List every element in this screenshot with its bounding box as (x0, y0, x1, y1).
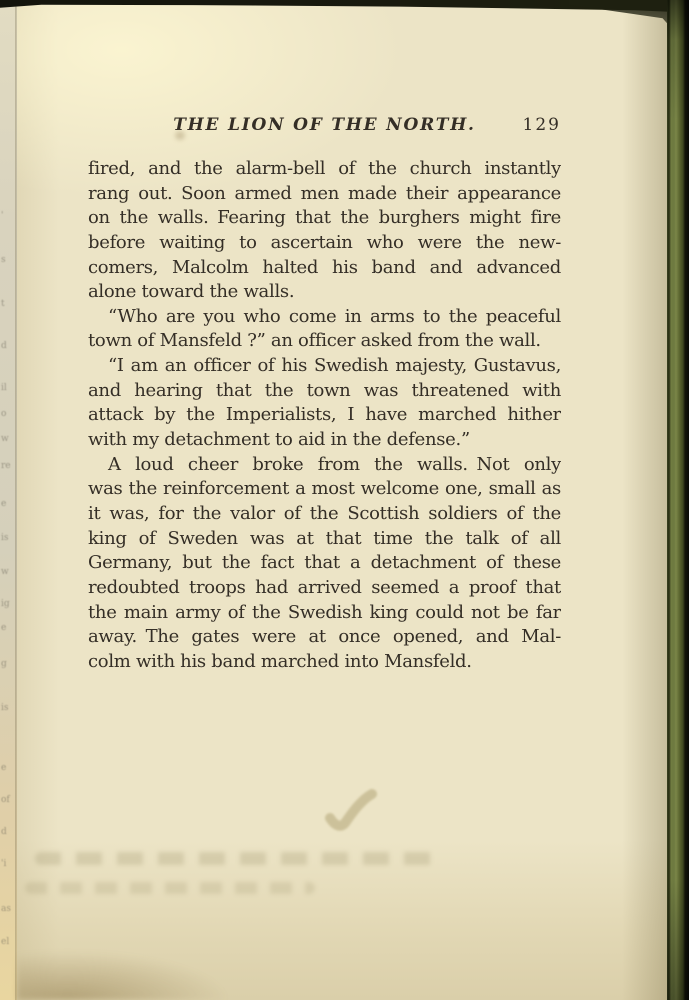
bleed-mark: il (1, 383, 7, 393)
text-block (88, 157, 561, 674)
bleed-through-smudge (25, 882, 315, 894)
bleed-mark: w (1, 567, 9, 577)
bleed-mark: e (1, 763, 7, 773)
text-line: with my detachment to aid in the defense.” (88, 429, 470, 451)
text-line: Germany, but the fact that a detachment of these (88, 552, 561, 574)
bleed-mark: 'i (1, 859, 7, 869)
text-line: A loud cheer broke from the walls. Not only (108, 453, 561, 475)
bleed-through-smudge (35, 852, 435, 865)
text-line: the main army of the Swedish king could not be far (88, 601, 561, 623)
ink-smudge-checkmark (325, 788, 377, 834)
text-line: “Who are you who come in arms to the peaceful (108, 305, 561, 327)
cover-binding-right (667, 0, 689, 1000)
text-line: redoubted troops had arrived seemed a proof that (88, 576, 561, 598)
text-line: and hearing that the town was threatened with (88, 379, 561, 401)
bleed-mark: o (1, 409, 7, 419)
bleed-mark: is (1, 703, 9, 713)
bleed-mark: d (1, 827, 7, 837)
page-number: 129 (522, 115, 561, 135)
bleed-mark: e (1, 623, 7, 633)
bleed-mark: ig (1, 599, 10, 609)
bleed-mark: e (1, 499, 7, 509)
text-line: comers, Malcolm halted his band and advanced (88, 256, 561, 278)
text-line: “I am an officer of his Swedish majesty, Gustavus, (108, 355, 561, 377)
text-line: before waiting to ascertain who were the new- (88, 231, 561, 253)
bleed-mark: w (1, 434, 9, 444)
bleed-mark: s (1, 255, 6, 265)
bleed-mark: of (1, 795, 10, 805)
bottom-corner-shadow (17, 922, 297, 1000)
page-header (88, 112, 561, 138)
bleed-mark: is (1, 533, 9, 543)
ink-dot-smudge (175, 131, 185, 140)
text-line: fired, and the alarm-bell of the church instantly (88, 158, 561, 179)
bleed-mark: as (1, 904, 11, 914)
text-line: town of Mansfeld ?” an officer asked from the wall. (88, 330, 541, 352)
text-line: alone toward the walls. (88, 281, 295, 303)
book-page (17, 0, 668, 1000)
bleed-mark: t (1, 299, 5, 309)
bleed-mark: re (1, 461, 11, 471)
bleed-mark: el (1, 937, 10, 947)
text-line: colm with his band marched into Mansfeld. (88, 650, 472, 672)
text-line: on the walls. Fearing that the burghers might fire (88, 207, 561, 229)
bleed-mark: ' (1, 211, 4, 221)
text-line: was the reinforcement a most welcome one, small as (88, 478, 561, 500)
text-line: it was, for the valor of the Scottish soldiers of the (88, 502, 561, 524)
bleed-mark: g (1, 659, 7, 669)
text-line: attack by the Imperialists, I have marched hither (88, 404, 561, 426)
text-line: away. The gates were at once opened, and Mal- (88, 626, 561, 648)
running-title: THE LION OF THE NORTH. (173, 115, 476, 135)
bleed-mark: d (1, 341, 7, 351)
text-line: rang out. Soon armed men made their appearance (88, 182, 561, 204)
text-line: king of Sweden was at that time the talk of all (88, 527, 561, 549)
facing-page-edge (0, 0, 17, 1000)
